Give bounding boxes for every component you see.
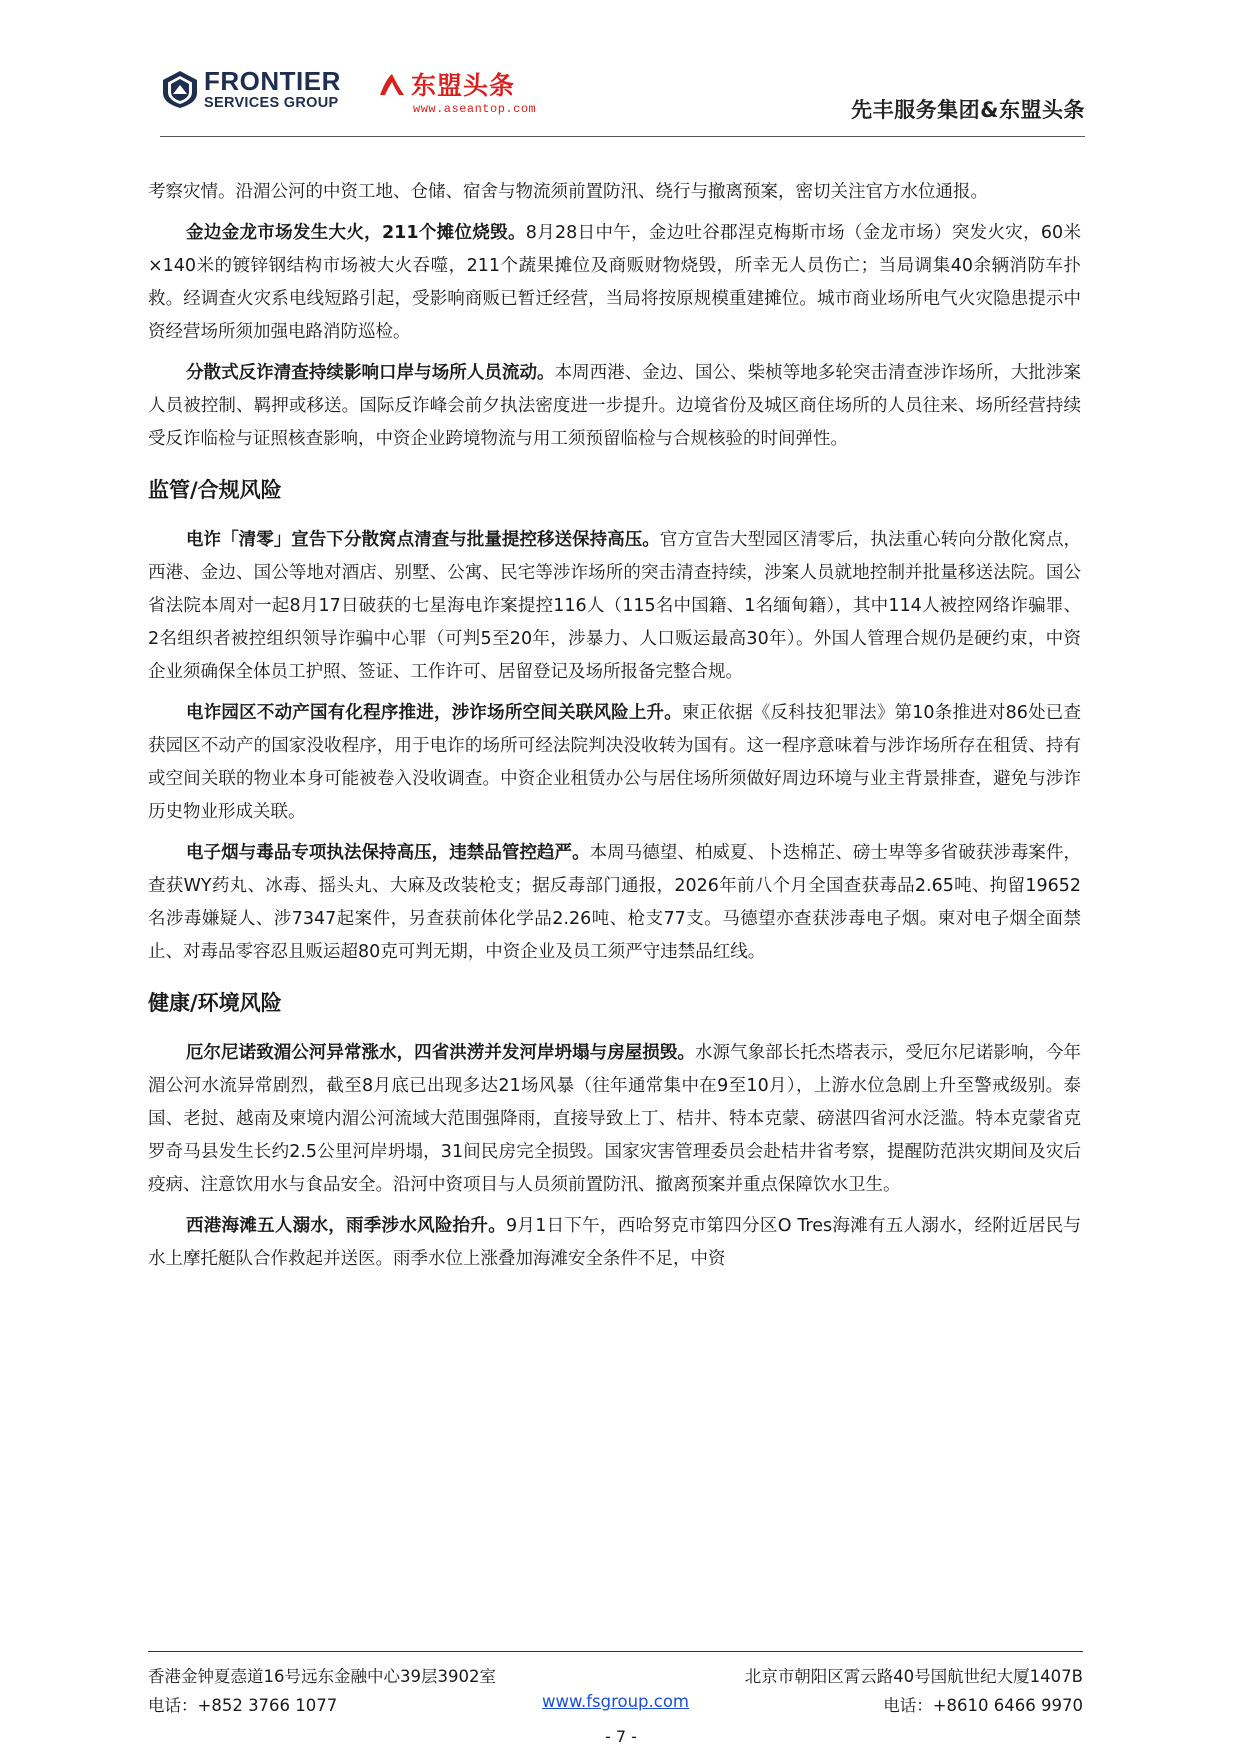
paragraph-drug-enforcement [148, 837, 1081, 969]
services-group-logo-text: SERVICES GROUP [204, 95, 339, 111]
section-title-health-environment: 健康/环境风险 [148, 991, 282, 1015]
paragraph-mekong-flooding [148, 1037, 1081, 1202]
asean-logo-url: www.aseantop.com [413, 102, 537, 116]
paragraph-beach-drowning [148, 1210, 1081, 1276]
paragraph-text: 水源气象部长托杰塔表示，受厄尔尼诺影响，今年湄公河水流异常剧烈，截至8月底已出现多达21场风暴（往年通常集中在9至10月），上游水位急剧上升至警戒级别。泰国、老挝、越南及柬境内湄公河流域大范围强降雨，直接导致上丁、桔井、特本克蒙、磅湛四省河水泛滥。特本克蒙省克罗奇马县发生长约2.5公里河岸坍塌，31间民房完全损毁。国家灾害管理委员会赴桔井省考察，提醒防范洪灾期间及灾后疫病、注意饮用水与食品安全。沿河中资项目与人员须前置防汛、撤离预案并重点保障饮水卫生。 [148, 1043, 1082, 1195]
paragraph-heading: 西港海滩五人溺水，雨季涉水风险抬升。 [186, 1216, 506, 1236]
paragraph-text: 9月1日下午，西哈努克市第四分区O Tres海滩有五人溺水，经附近居民与水上摩托艇队合作救起并送医。雨季水位上涨叠加海滩安全条件不足，中资 [148, 1216, 1082, 1269]
document-body [148, 176, 1081, 1284]
beijing-address: 北京市朝阳区霄云路40号国航世纪大厦1407B [744, 1667, 1083, 1686]
website-link[interactable]: www.fsgroup.com [541, 1692, 690, 1711]
paragraph-heading: 厄尔尼诺致湄公河异常涨水，四省洪涝并发河岸坍塌与房屋损毁。 [186, 1043, 695, 1063]
paragraph-text: 官方宣告大型园区清零后，执法重心转向分散化窝点，西港、金边、国公等地对酒店、别墅、公寓、民宅等涉诈场所的突击清查持续，涉案人员就地控制并批量移送法院。国公省法院本周对一起8月17日破获的七星海电诈案提控116人（115名中国籍、1名缅甸籍），其中114人被控网络诈骗罪、2名组织者被控组织领导诈骗中心罪（可判5至20年，涉暴力、人口贩运最高30年）。外国人管理合规仍是硬约束，中资企业须确保全体员工护照、签证、工作许可、居留登记及场所报备完整合规。 [148, 530, 1082, 682]
page-number: - 7 - [605, 1727, 637, 1746]
paragraph-property-nationalization [148, 697, 1081, 829]
asean-swoosh-icon [377, 71, 407, 97]
hong-kong-address: 香港金钟夏悫道16号远东金融中心39层3902室 [148, 1667, 496, 1686]
frontier-services-logo [160, 68, 341, 111]
page-header [160, 66, 1085, 128]
paragraph-text: 8月28日中午，金边吐谷郡涅克梅斯市场（金龙市场）突发火灾，60米×140米的镀锌钢结构市场被大火吞噬，211个蔬果摊位及商贩财物烧毁，所幸无人员伤亡；当局调集40余辆消防车扑救。经调查火灾系电线短路引起，受影响商贩已暂迁经营，当局将按原规模重建摊位。城市商业场所电气火灾隐患提示中资经营场所须加强电路消防巡检。 [148, 223, 1081, 342]
paragraph-anti-fraud-checks [148, 357, 1081, 456]
paragraph-jinlong-market-fire [148, 217, 1081, 349]
paragraph-text: 考察灾情。沿湄公河的中资工地、仓储、宿舍与物流须前置防汛、绕行与撤离预案，密切关注官方水位通报。 [148, 182, 988, 202]
paragraph-text: 本周马德望、柏威夏、卜迭棉芷、磅士卑等多省破获涉毒案件，查获WY药丸、冰毒、摇头丸、大麻及改装枪支；据反毒部门通报，2026年前八个月全国查获毒品2.65吨、拘留19652名涉毒嫌疑人、涉7347起案件，另查获前体化学品2.26吨、枪支77支。马德望亦查获涉毒电子烟。柬对电子烟全面禁止、对毒品零容忍且贩运超80克可判无期，中资企业及员工须严守违禁品红线。 [148, 843, 1082, 962]
paragraph-heading: 电子烟与毒品专项执法保持高压，违禁品管控趋严。 [186, 843, 590, 863]
paragraph-continuation [148, 176, 1081, 209]
footer-divider [148, 1651, 1083, 1652]
frontier-logo-text: FRONTIER [204, 66, 341, 96]
header-divider [160, 136, 1085, 137]
asean-logo-name: 东盟头条 [411, 71, 516, 100]
paragraph-heading: 金边金龙市场发生大火，211个摊位烧毁。 [186, 223, 526, 243]
paragraph-fraud-clearance [148, 524, 1081, 689]
asean-top-logo [377, 66, 536, 116]
paragraph-heading: 电诈「清零」宣告下分散窝点清查与批量提控移送保持高压。 [186, 530, 660, 550]
beijing-phone: 电话：+8610 6466 9970 [883, 1696, 1083, 1715]
paragraph-text: 本周西港、金边、国公、柴桢等地多轮突击清查涉诈场所，大批涉案人员被控制、羁押或移送。国际反诈峰会前夕执法密度进一步提升。边境省份及城区商住场所的人员往来、场所经营持续受反诈临检与证照核查影响，中资企业跨境物流与用工须预留临检与合规核验的时间弹性。 [148, 363, 1082, 449]
header-title: 先丰服务集团&东盟头条 [851, 98, 1085, 122]
paragraph-heading: 分散式反诈清查持续影响口岸与场所人员流动。 [186, 363, 555, 383]
section-title-compliance: 监管/合规风险 [148, 478, 282, 502]
frontier-shield-icon [160, 69, 200, 109]
paragraph-heading: 电诈园区不动产国有化程序推进，涉诈场所空间关联风险上升。 [186, 703, 682, 723]
hong-kong-phone: 电话：+852 3766 1077 [148, 1696, 338, 1715]
paragraph-text: 柬正依据《反科技犯罪法》第10条推进对86处已查获园区不动产的国家没收程序，用于电诈的场所可经法院判决没收转为国有。这一程序意味着与涉诈场所存在租赁、持有或空间关联的物业本身可能被卷入没收调查。中资企业租赁办公与居住场所须做好周边环境与业主背景排查，避免与涉诈历史物业形成关联。 [148, 703, 1081, 822]
